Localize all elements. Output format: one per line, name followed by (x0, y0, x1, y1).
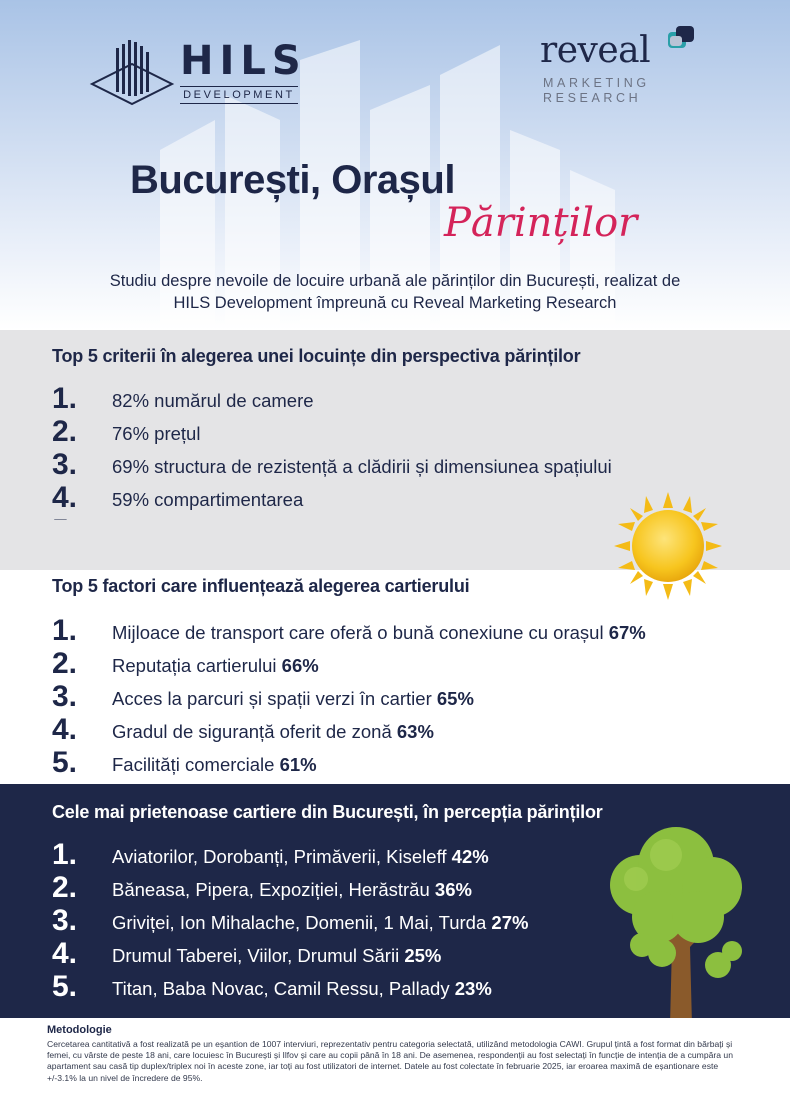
item-text: Aviatorilor, Dorobanți, Primăverii, Kiseleff (112, 846, 447, 867)
reveal-logo-subtitle-1: MARKETING (543, 76, 650, 90)
hils-logo (88, 38, 307, 108)
item-text: Mijloace de transport care oferă o bună conexiune cu orașul (112, 622, 604, 643)
item-number: 4. (52, 937, 78, 970)
item-text-wrap (112, 754, 317, 776)
hils-building-logo-icon (88, 38, 176, 108)
section-title: Cele mai prietenoase cartiere din București, în percepția părinților (52, 802, 603, 822)
subtitle-line-1: Studiu despre nevoile de locuire urbană ale părinților din București, realizat de (109, 272, 681, 290)
page-title-script: Părinților (444, 200, 638, 246)
item-percent: 67% (608, 622, 646, 643)
item-text: Titan, Baba Novac, Camil Ressu, Pallady (112, 978, 455, 999)
item-text: 69% structura de rezistență a clădirii și dimensiunea spațiului (112, 456, 612, 477)
item-text-wrap (112, 978, 492, 1000)
reveal-mark-icon (660, 24, 700, 54)
item-text: Băneasa, Pipera, Expoziției, Herăstrău (112, 879, 430, 900)
item-number: 4. (52, 713, 78, 746)
item-percent: 65% (436, 688, 474, 709)
item-percent: 23% (454, 978, 492, 999)
item-text: Gradul de siguranță oferit de zonă (112, 721, 392, 742)
item-number: 2. (52, 871, 78, 904)
item-number: 1. (52, 614, 78, 647)
header (0, 0, 790, 330)
item-text: Drumul Taberei, Viilor, Drumul Sării (112, 945, 400, 966)
reveal-logo-subtitle-2: RESEARCH (543, 91, 642, 105)
item-number: 5. (52, 970, 78, 1003)
section-title: Top 5 factori care influențează alegerea cartierului (52, 576, 470, 596)
reveal-logo-name: reveal (540, 30, 651, 71)
item-percent: 27% (491, 912, 529, 933)
sun-icon (612, 490, 724, 602)
methodology-text: Cercetarea cantitativă a fost realizată pe un eșantion de 1007 interviuri, reprezentativ pentru categoria selectată, utilizând metodologia CAWI. Grupul țintă a fost format din bărbați și femei, cu vârste de peste 18 ani, care locuiesc în București și Ilfov și care au copii până în 18 ani. De asemenea, respondenții au fost selectați în funcție de intenția de a cumpăra un apartament sau casă tip duplex/triplex noi în aceste zone, iar toți au fost utilizatori de internet. Datele au fost colectate în februarie 2025, iar eroarea maximă de eșantionare este +/-3.1% la un nivel de încredere de 95%. (47, 1039, 733, 1083)
page-title: București, Orașul (130, 158, 455, 202)
methodology-title: Metodologie (47, 1024, 112, 1036)
section-title: Top 5 criterii în alegerea unei locuințe din perspectiva părinților (52, 346, 581, 366)
hils-logo-subtitle: DEVELOPMENT (180, 86, 298, 104)
item-percent: 61% (279, 754, 317, 775)
item-percent: 36% (434, 879, 472, 900)
tree-icon (600, 825, 750, 1025)
item-text-wrap (112, 688, 474, 710)
item-number: 2. (52, 415, 78, 448)
item-number: 3. (52, 904, 78, 937)
reveal-logo (540, 28, 710, 108)
item-text: Facilități comerciale (112, 754, 275, 775)
hils-logo-name: HILS (180, 38, 307, 84)
item-percent: 66% (281, 655, 319, 676)
item-number: 3. (52, 680, 78, 713)
item-percent: 42% (451, 846, 489, 867)
page-subtitle (40, 270, 750, 314)
item-text-wrap (112, 655, 319, 677)
item-number: 1. (52, 838, 78, 871)
item-text-wrap (112, 879, 472, 901)
item-text: Reputația cartierului (112, 655, 282, 676)
item-text-wrap (112, 912, 528, 934)
item-text: 76% prețul (112, 423, 201, 444)
item-number: 5. (52, 746, 78, 779)
item-text: Griviței, Ion Mihalache, Domenii, 1 Mai, Turda (112, 912, 487, 933)
item-percent: 25% (404, 945, 442, 966)
item-text-wrap (112, 721, 434, 743)
item-text: 82% numărul de camere (112, 390, 314, 411)
item-text: 59% compartimentarea (112, 489, 304, 510)
section-neighborhood-factors (0, 570, 790, 784)
item-number: 3. (52, 448, 78, 481)
item-number: 4. (52, 481, 78, 514)
item-number: 1. (52, 382, 78, 415)
item-number: 2. (52, 647, 78, 680)
subtitle-line-2: HILS Development împreună cu Reveal Marketing Research (173, 294, 617, 312)
item-percent: 63% (396, 721, 434, 742)
item-text-wrap (112, 846, 489, 868)
item-text-wrap (112, 622, 646, 644)
item-text-wrap (112, 945, 441, 967)
methodology-section (0, 1018, 790, 1117)
item-text: Acces la parcuri și spații verzi în cartier (112, 688, 432, 709)
